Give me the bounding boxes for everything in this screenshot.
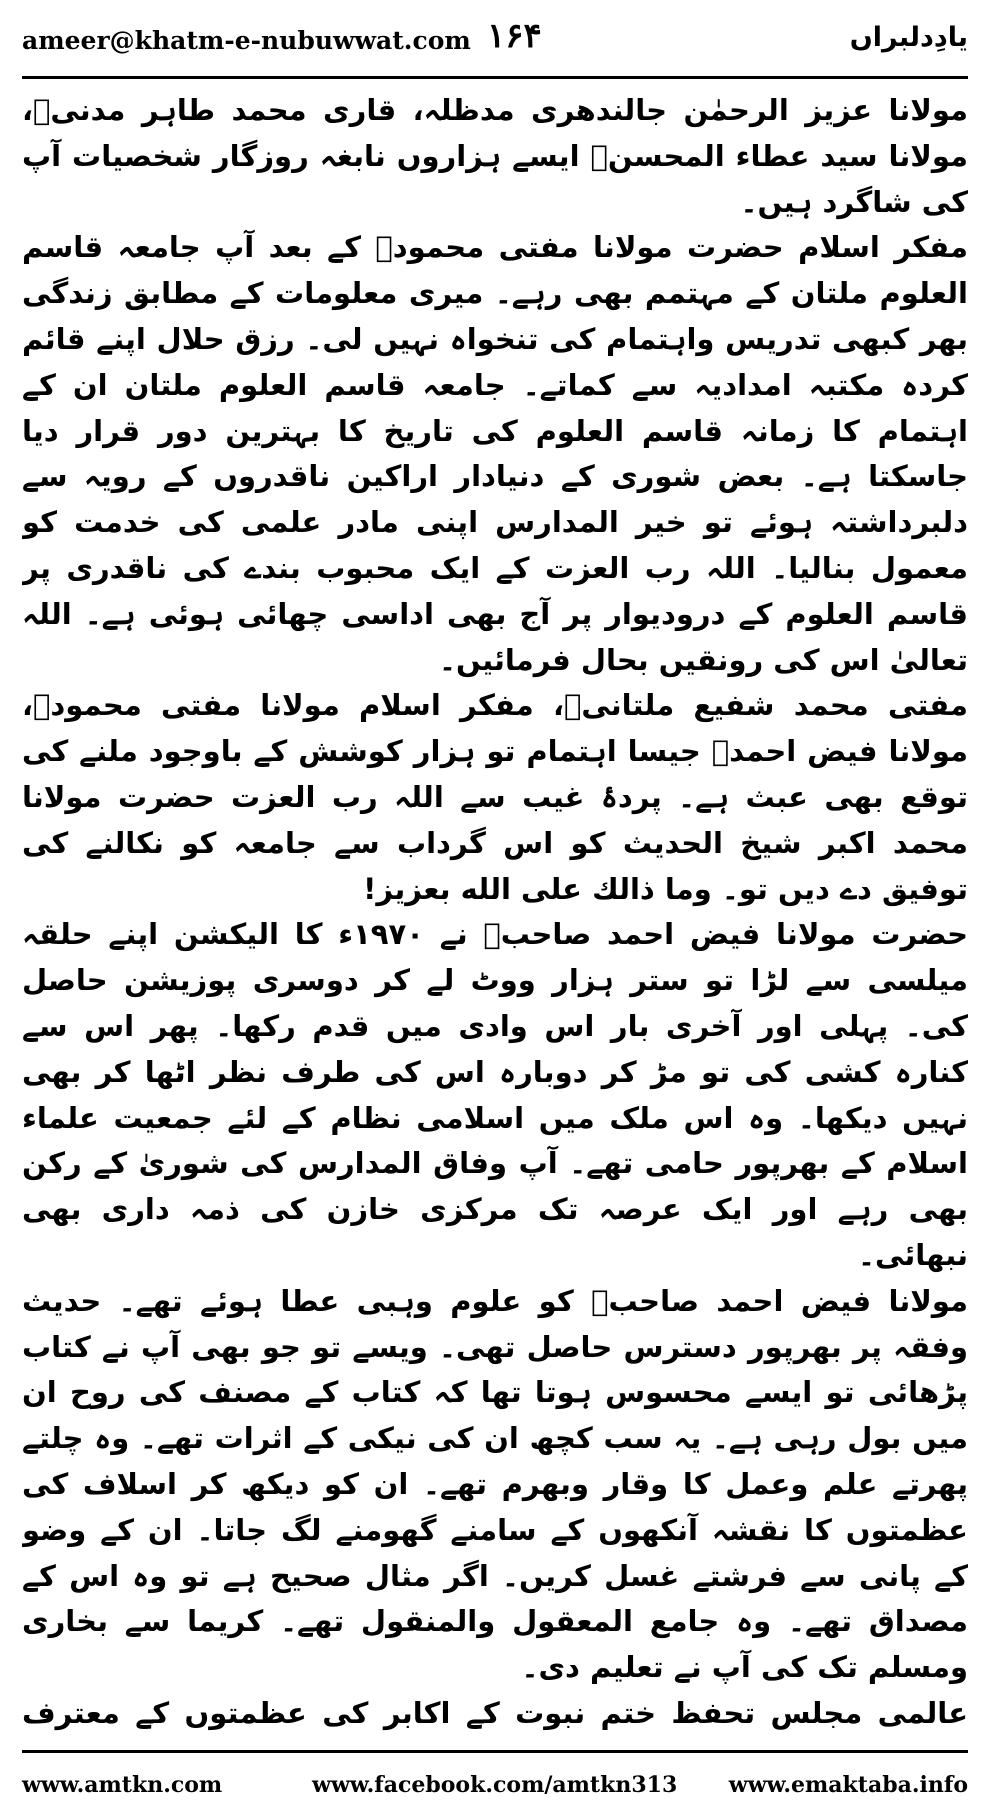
page-number: ۱۶۴	[487, 16, 542, 56]
footer-link-facebook[interactable]: www.facebook.com/amtkn313	[312, 1772, 678, 1798]
page-footer	[22, 1772, 968, 1802]
header-divider	[22, 76, 968, 79]
footer-link-emaktaba[interactable]: www.emaktaba.info	[728, 1772, 968, 1798]
footer-link-amtkn[interactable]: www.amtkn.com	[22, 1772, 223, 1798]
book-title: یادِدلبراں	[849, 22, 968, 53]
paragraph-3: مفتی محمد شفیع ملتانیؒ، مفکر اسلام مولانا مفتی محمودؒ، مولانا فیض احمدؒ جیسا اہتمام تو ہزار کوشش کے باوجود ملنے کی توقع بھی عبث ہے۔ پردۂ غیب سے اللہ رب العزت حضرت مولانا محمد اکبر شیخ الحدیث کو اس گرداب سے جامعہ کو نکالنے کی توفیق دے دیں تو۔ وما ذالك على الله بعزيز!	[22, 688, 968, 906]
page-header	[22, 16, 968, 70]
paragraph-5: مولانا فیض احمد صاحبؒ کو علوم وہبی عطا ہوئے تھے۔ حدیث وفقہ پر بھرپور دسترس حاصل تھی۔ ویسے تو جو بھی آپ نے کتاب پڑھائی تو ایسے محسوس ہوتا تھا کہ کتاب کے مصنف کی روح ان میں بول رہی ہے۔ یہ سب کچھ ان کی نیکی کے اثرات تھے۔ وہ چلتے پھرتے علم وعمل کا وقار وبھرم تھے۔ ان کو دیکھ کر اسلاف کی عظمتوں کا نقشہ آنکھوں کے سامنے گھومنے لگ جاتا۔ ان کے وضو کے پانی سے فرشتے غسل کریں۔ اگر مثال صحیح ہے تو وہ اس کے مصداق تھے۔ وہ جامع المعقول والمنقول تھے۔ کریما سے بخاری ومسلم تک کی آپ نے تعلیم دی۔	[22, 1283, 968, 1685]
paragraph-6: عالمی مجلس تحفظ ختم نبوت کے اکابر کی عظمتوں کے معترف	[22, 1695, 968, 1730]
page-body	[22, 88, 968, 1738]
paragraph-1: مولانا عزیز الرحمٰن جالندھری مدظلہ، قاری محمد طاہر مدنیؒ، مولانا سید عطاء المحسنؒ ایسے ہزاروں نابغہ روزگار شخصیات آپ کی شاگرد ہیں۔	[22, 93, 968, 219]
paragraph-2: مفکر اسلام حضرت مولانا مفتی محمودؒ کے بعد آپ جامعہ قاسم العلوم ملتان کے مہتمم بھی رہے۔ میری معلومات کے مطابق زندگی بھر کبھی تدریس واہتمام کی تنخواہ نہیں لی۔ رزق حلال اپنے قائم کردہ مکتبہ امدادیہ سے کماتے۔ جامعہ قاسم العلوم ملتان ان کے اہتمام کا زمانہ قاسم العلوم کی تاریخ کا بہترین دور قرار دیا جاسکتا ہے۔ بعض شوری کے دنیادار اراکین ناقدروں کے رویہ سے دلبرداشتہ ہوئے تو خیر المدارس اپنی مادر علمی کی خدمت کو معمول بنالیا۔ اللہ رب العزت کے ایک محبوب بندے کی ناقدری پر قاسم العلوم کے درودیوار پر آج بھی اداسی چھائی ہوئی ہے۔ اللہ تعالیٰ اس کی رونقیں بحال فرمائیں۔	[22, 230, 968, 677]
footer-divider	[22, 1750, 968, 1753]
header-email: ameer@khatm-e-nubuwwat.com	[22, 26, 471, 55]
paragraph-4: حضرت مولانا فیض احمد صاحبؒ نے ۱۹۷۰ء کا الیکشن اپنے حلقہ میلسی سے لڑا تو ستر ہزار ووٹ لے کر دوسری پوزیشن حاصل کی۔ پہلی اور آخری بار اس وادی میں قدم رکھا۔ پھر اس سے کنارہ کشی کی تو مڑ کر دوبارہ اس کی طرف نظر اٹھا کر بھی نہیں دیکھا۔ وہ اس ملک میں اسلامی نظام کے لئے جمعیت علماء اسلام کے بھرپور حامی تھے۔ آپ وفاق المدارس کی شوریٰ کے رکن بھی رہے اور ایک عرصہ تک مرکزی خازن کی ذمہ داری بھی نبھائی۔	[22, 917, 968, 1272]
